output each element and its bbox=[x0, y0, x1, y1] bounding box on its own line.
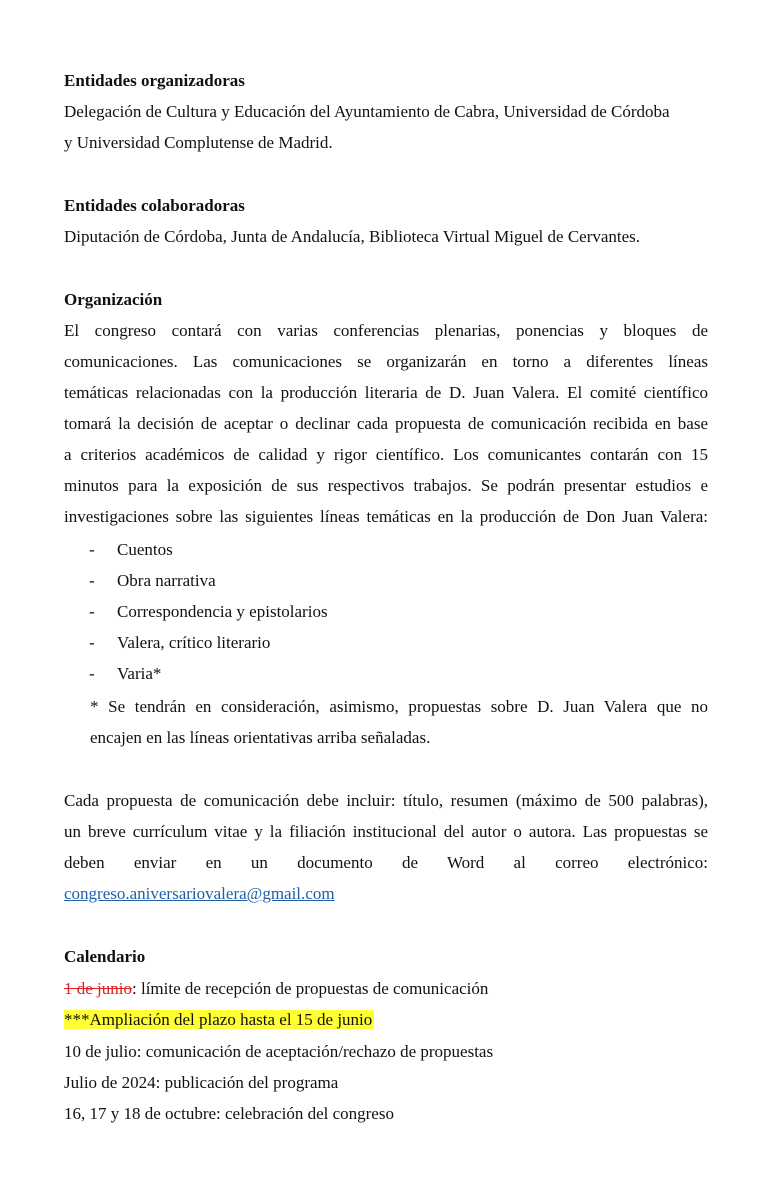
topic-label: Cuentos bbox=[117, 540, 173, 559]
list-item bbox=[89, 602, 328, 622]
bullet-dash: - bbox=[89, 540, 95, 559]
organizacion-line-2: comunicaciones. Las comunicaciones se organizarán en torno a diferentes líneas bbox=[64, 352, 708, 371]
list-item bbox=[89, 571, 216, 591]
colaboradoras-line-1: Diputación de Córdoba, Junta de Andalucía, Biblioteca Virtual Miguel de Cervantes. bbox=[64, 227, 641, 246]
note-line-2: encajen en las líneas orientativas arriba señaladas. bbox=[90, 728, 431, 747]
calendar-item-deadline bbox=[64, 979, 488, 999]
calendar-item-extension bbox=[64, 1010, 374, 1030]
deadline-text: : límite de recepción de propuestas de comunicación bbox=[132, 979, 489, 998]
organizacion-line-1: El congreso contará con varias conferencias plenarias, ponencias y bloques de bbox=[64, 321, 708, 340]
topic-label: Correspondencia y epistolarios bbox=[117, 602, 328, 621]
heading-colaboradoras: Entidades colaboradoras bbox=[64, 196, 245, 215]
note-line-1: * Se tendrán en consideración, asimismo, propuestas sobre D. Juan Valera que no bbox=[90, 697, 708, 716]
highlighted-extension: ***Ampliación del plazo hasta el 15 de junio bbox=[64, 1010, 373, 1029]
bullet-dash: - bbox=[89, 633, 95, 652]
topic-label: Obra narrativa bbox=[117, 571, 216, 590]
list-item bbox=[89, 664, 161, 684]
list-item bbox=[89, 633, 270, 653]
calendar-item-program: Julio de 2024: publicación del programa bbox=[64, 1073, 339, 1092]
calendar-item-acceptance: 10 de julio: comunicación de aceptación/rechazo de propuestas bbox=[64, 1042, 494, 1061]
topic-label: Valera, crítico literario bbox=[117, 633, 271, 652]
email-link-row bbox=[64, 884, 335, 904]
struck-date: 1 de junio bbox=[64, 979, 132, 998]
heading-organizadoras: Entidades organizadoras bbox=[64, 71, 245, 90]
topic-label: Varia* bbox=[117, 664, 162, 683]
bullet-dash: - bbox=[89, 571, 95, 590]
organizacion-line-6: minutos para la exposición de sus respectivos trabajos. Se podrán presentar estudios e bbox=[64, 476, 708, 495]
propuesta-line-3: deben enviar en un documento de Word al correo electrónico: bbox=[64, 853, 708, 872]
calendar-item-congress: 16, 17 y 18 de octubre: celebración del congreso bbox=[64, 1104, 394, 1123]
organizacion-line-3: temáticas relacionadas con la producción literaria de D. Juan Valera. El comité científico bbox=[64, 383, 708, 402]
propuesta-line-1: Cada propuesta de comunicación debe incluir: título, resumen (máximo de 500 palabras), bbox=[64, 791, 708, 810]
heading-organizacion: Organización bbox=[64, 290, 163, 309]
organizacion-line-5: a criterios académicos de calidad y rigor científico. Los comunicantes contarán con 15 bbox=[64, 445, 708, 464]
bullet-dash: - bbox=[89, 602, 95, 621]
heading-calendario: Calendario bbox=[64, 947, 146, 966]
email-link[interactable]: congreso.aniversariovalera@gmail.com bbox=[64, 884, 335, 903]
bullet-dash: - bbox=[89, 664, 95, 683]
organizacion-line-7: investigaciones sobre las siguientes líneas temáticas en la producción de Don Juan Valera: bbox=[64, 507, 708, 526]
organizadoras-line-1: Delegación de Cultura y Educación del Ayuntamiento de Cabra, Universidad de Córdoba bbox=[64, 102, 670, 121]
organizadoras-line-2: y Universidad Complutense de Madrid. bbox=[64, 133, 333, 152]
list-item bbox=[89, 540, 173, 560]
propuesta-line-2: un breve currículum vitae y la filiación institucional del autor o autora. Las propuestas se bbox=[64, 822, 708, 841]
organizacion-line-4: tomará la decisión de aceptar o declinar cada propuesta de comunicación recibida en base bbox=[64, 414, 708, 433]
